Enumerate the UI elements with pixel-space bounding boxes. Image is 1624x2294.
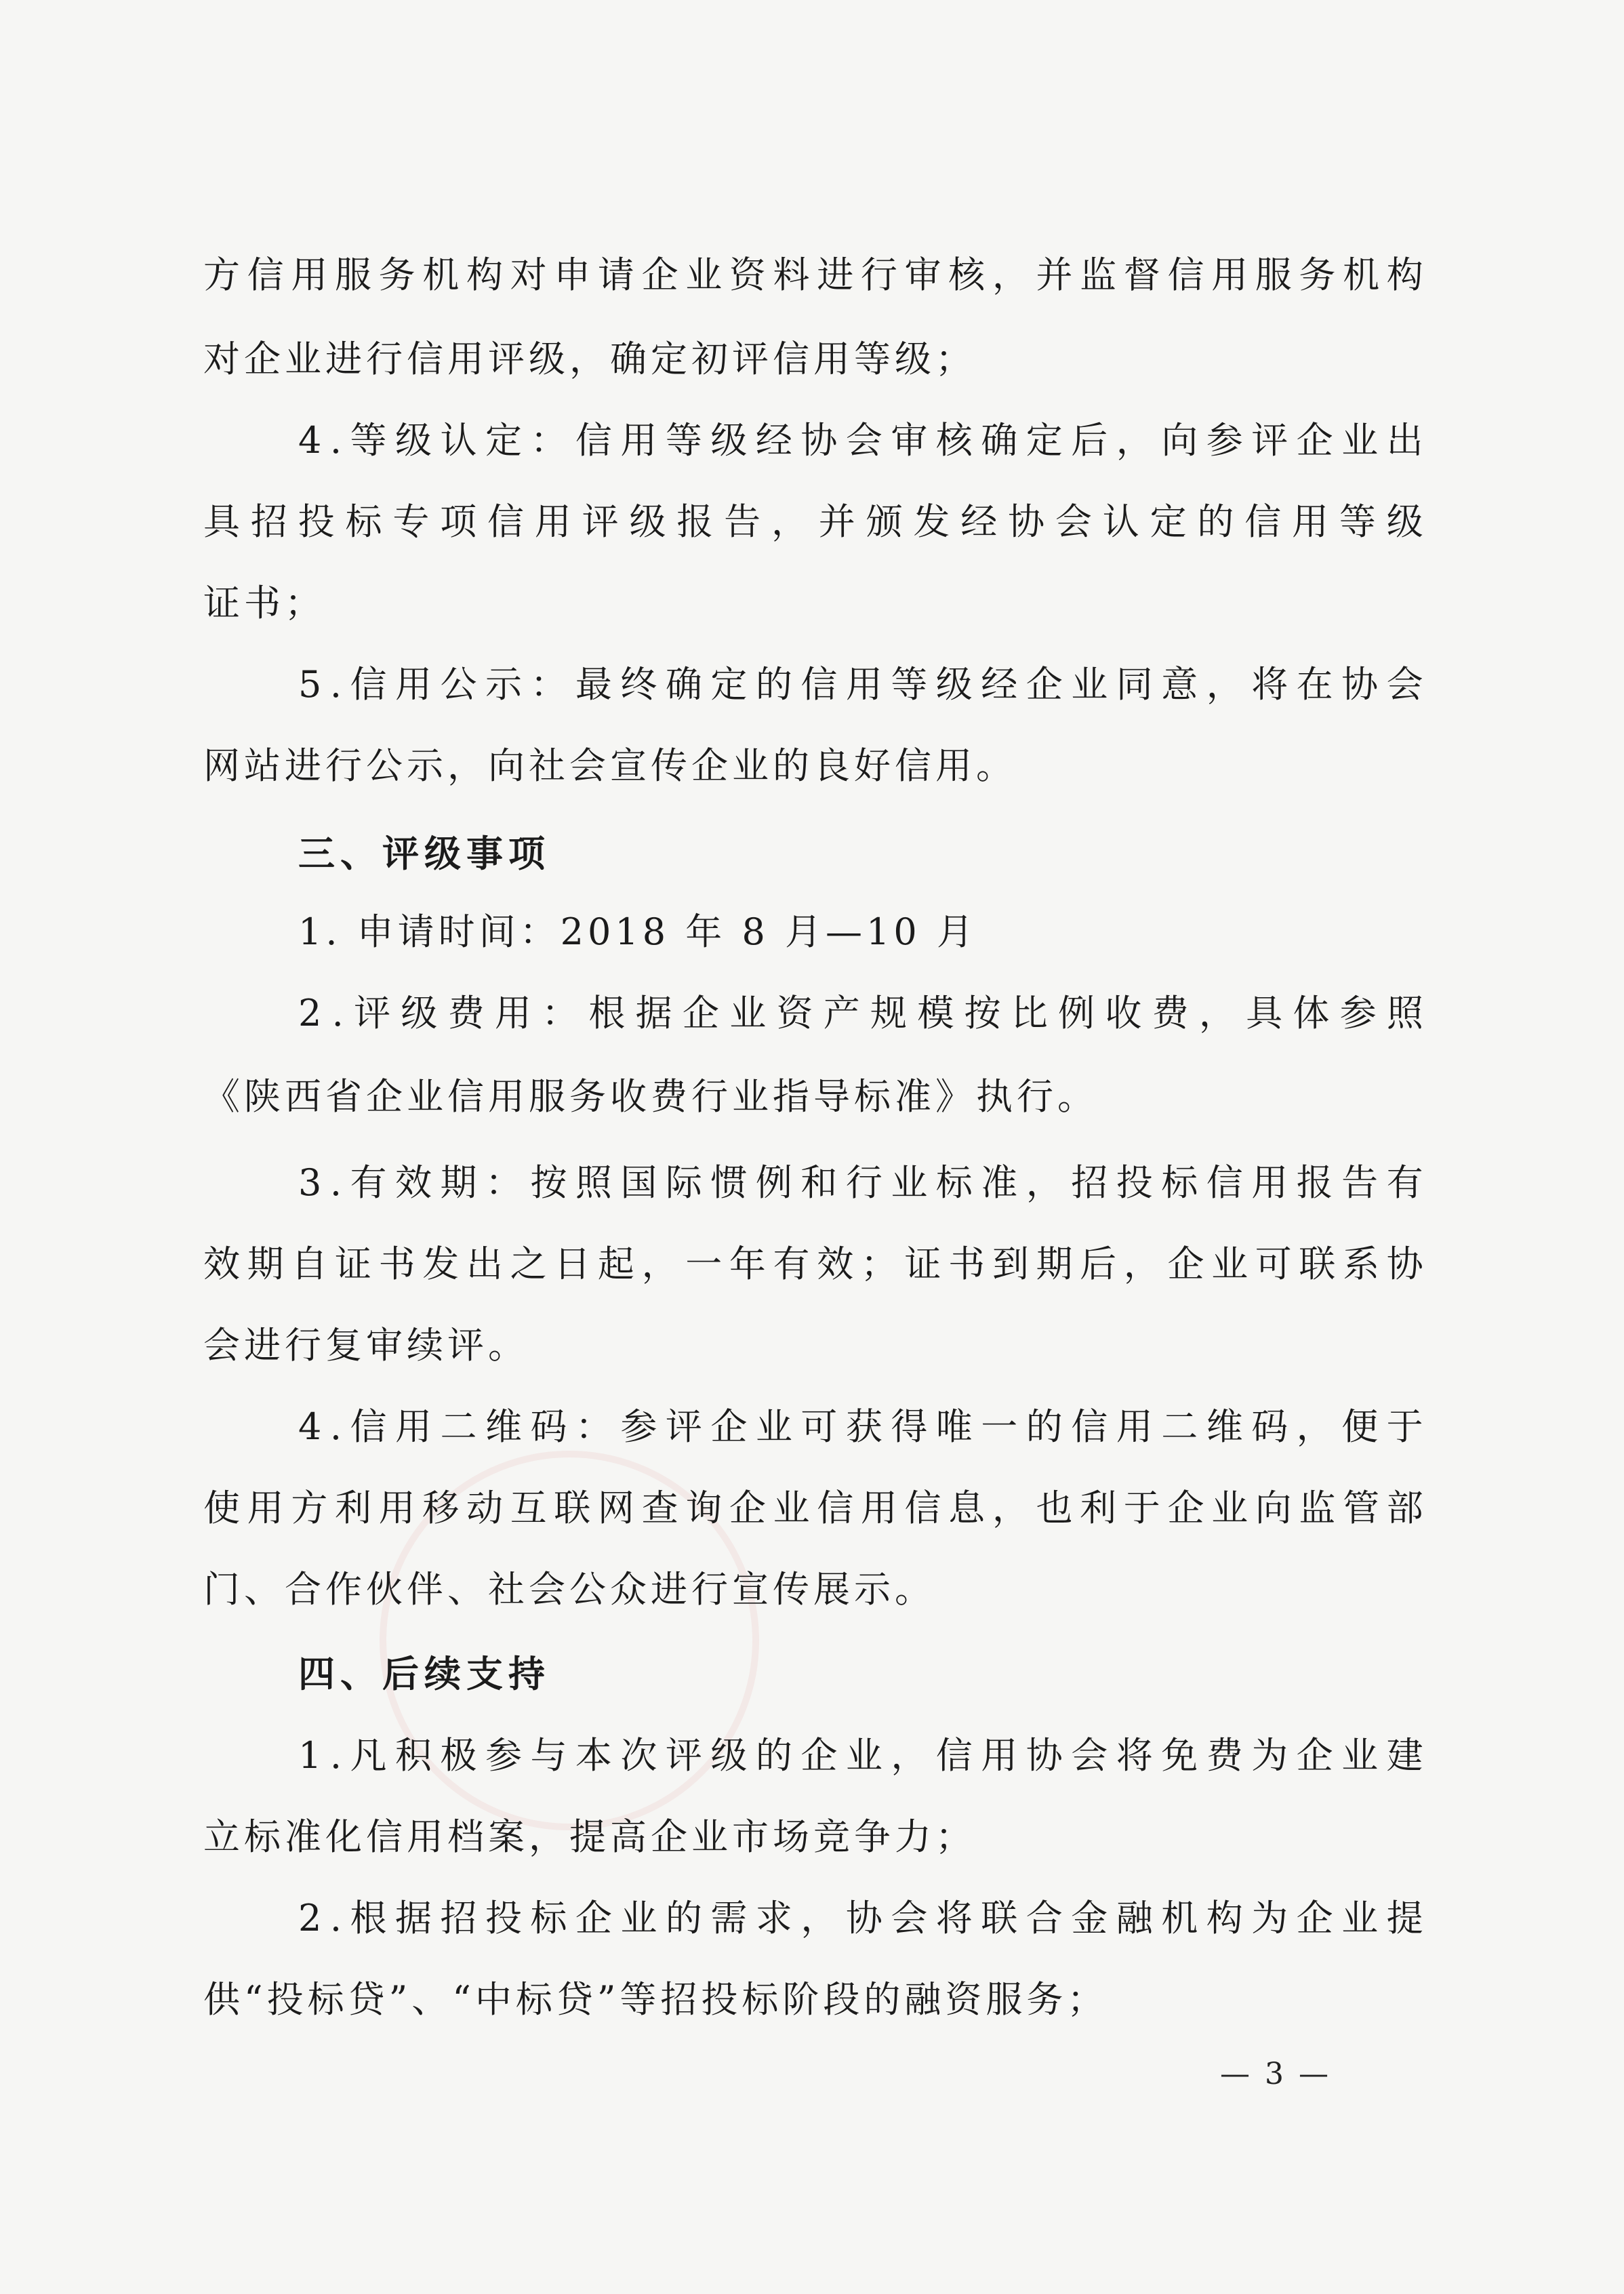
body-line: 立标准化信用档案，提高企业市场竞争力； [203,1815,976,1858]
body-line: 1 . 凡 积 极 参 与 本 次 评 级 的 企 业 ， 信 用 协 会 将 免 费 为 企 业 建 [298,1734,1423,1777]
body-line: 供“投标贷”、“中标贷”等招投标阶段的融资服务； [203,1978,1108,2021]
body-line: 2 . 根 据 招 投 标 企 业 的 需 求 ， 协 会 将 联 合 金 融 机 构 为 企 业 提 [298,1897,1423,1939]
body-line: 4 . 信 用 二 维 码 ： 参 评 企 业 可 获 得 唯 一 的 信 用 二 维 码 ， 便 于 [298,1405,1423,1448]
body-line: 网站进行公示，向社会宣传企业的良好信用。 [203,744,1017,787]
section-heading: 三、评级事项 [298,832,550,875]
body-line: 具 招 投 标 专 项 信 用 评 级 报 告 ， 并 颁 发 经 协 会 认 定 的 信 用 等 级 [203,500,1423,543]
body-line: 《陕西省企业信用服务收费行业指导标准》执行。 [203,1075,1098,1118]
body-line: 使 用 方 利 用 移 动 互 联 网 查 询 企 业 信 用 信 息 ， 也 利 于 企 业 向 监 管 部 [203,1487,1423,1529]
body-line: 4 . 等 级 认 定 ： 信 用 等 级 经 协 会 审 核 确 定 后 ， 向 参 评 企 业 出 [298,419,1423,462]
body-line: 方 信 用 服 务 机 构 对 申 请 企 业 资 料 进 行 审 核 ， 并 监 督 信 用 服 务 机 构 [203,254,1423,296]
body-line: 1. 申请时间：2018 年 8 月—10 月 [298,910,977,953]
body-line: 5 . 信 用 公 示 ： 最 终 确 定 的 信 用 等 级 经 企 业 同 意 ， 将 在 协 会 [298,663,1423,706]
body-line: 对企业进行信用评级，确定初评信用等级； [203,338,976,380]
body-line: 2 . 评 级 费 用 ： 根 据 企 业 资 产 规 模 按 比 例 收 费 ， 具 体 参 照 [298,992,1423,1034]
body-line: 证书； [203,582,325,624]
body-line: 会进行复审续评。 [203,1324,529,1367]
page-number: — 3 — [1220,2057,1331,2091]
body-line: 3 . 有 效 期 ： 按 照 国 际 惯 例 和 行 业 标 准 ， 招 投 标 信 用 报 告 有 [298,1161,1423,1204]
section-heading: 四、后续支持 [298,1653,550,1695]
body-line: 门、合作伙伴、社会公众进行宣传展示。 [203,1568,935,1611]
body-line: 效 期 自 证 书 发 出 之 日 起 ， 一 年 有 效 ； 证 书 到 期 后 ， 企 业 可 联 系 协 [203,1243,1423,1285]
